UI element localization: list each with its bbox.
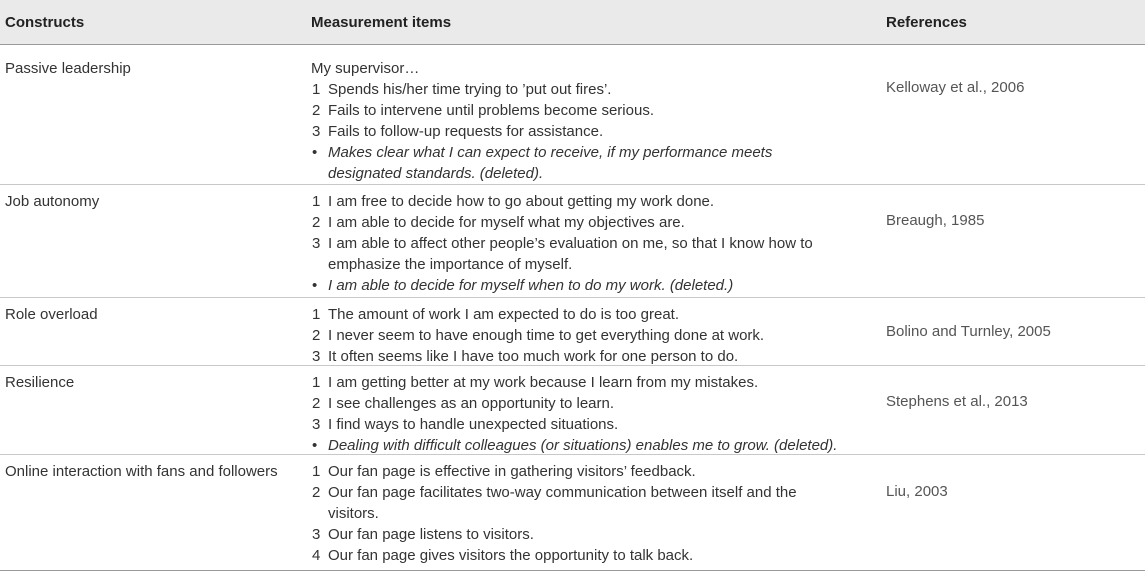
deleted-item-text: Dealing with difficult colleagues (or situations) enables me to grow. (deleted).	[328, 437, 838, 454]
item-text: Our fan page is effective in gathering visitors’ feedback.	[328, 463, 696, 480]
header-constructs: Constructs	[5, 14, 85, 31]
deleted-item-text: I am able to decide for myself when to do my work. (deleted.)	[328, 277, 734, 294]
item-marker: 3	[312, 235, 321, 252]
item-text: Spends his/her time trying to ’put out fires’.	[328, 81, 612, 98]
item-marker: 1	[312, 193, 321, 210]
item-text: I find ways to handle unexpected situations.	[328, 416, 619, 433]
item-text: The amount of work I am expected to do is too great.	[328, 306, 680, 323]
item-text: Our fan page facilitates two-way communication between itself and the	[328, 484, 797, 501]
item-text: Our fan page listens to visitors.	[328, 526, 534, 543]
table-header	[0, 0, 1145, 45]
item-text: I never seem to have enough time to get everything done at work.	[328, 327, 765, 344]
item-marker: 3	[312, 123, 321, 140]
item-marker: 3	[312, 526, 321, 543]
item-text: visitors.	[328, 505, 379, 522]
reference: Bolino and Turnley, 2005	[886, 323, 1051, 340]
item-text: I am able to decide for myself what my objectives are.	[328, 214, 685, 231]
item-text: Fails to follow-up requests for assistance.	[328, 123, 604, 140]
item-text: I see challenges as an opportunity to learn.	[328, 395, 615, 412]
item-text: Our fan page gives visitors the opportunity to talk back.	[328, 547, 694, 564]
reference: Liu, 2003	[886, 483, 948, 500]
item-marker: •	[312, 144, 318, 161]
construct-name: Role overload	[5, 306, 98, 323]
header-references: References	[886, 14, 967, 31]
item-marker: 3	[312, 348, 321, 365]
header-measurement-items: Measurement items	[311, 14, 452, 31]
construct-name: Job autonomy	[5, 193, 100, 210]
table-bottom-rule	[0, 570, 1145, 571]
item-text: I am free to decide how to go about getting my work done.	[328, 193, 715, 210]
row-divider	[0, 454, 1145, 455]
deleted-item-text: Makes clear what I can expect to receive, if my performance meets	[328, 144, 773, 161]
construct-name: Passive leadership	[5, 60, 131, 77]
item-intro: My supervisor…	[311, 60, 420, 77]
item-marker: 2	[312, 214, 321, 231]
item-text: Fails to intervene until problems become serious.	[328, 102, 654, 119]
item-marker: 1	[312, 306, 321, 323]
item-marker: 1	[312, 374, 321, 391]
reference: Breaugh, 1985	[886, 212, 985, 229]
item-marker: 2	[312, 395, 321, 412]
item-text: It often seems like I have too much work for one person to do.	[328, 348, 739, 365]
item-marker: 1	[312, 463, 321, 480]
item-marker: 2	[312, 484, 321, 501]
item-marker: 2	[312, 327, 321, 344]
item-marker: 1	[312, 81, 321, 98]
item-marker: •	[312, 277, 318, 294]
item-marker: 3	[312, 416, 321, 433]
construct-name: Resilience	[5, 374, 75, 391]
reference: Stephens et al., 2013	[886, 393, 1028, 410]
item-text: emphasize the importance of myself.	[328, 256, 573, 273]
item-marker: •	[312, 437, 318, 454]
deleted-item-text: designated standards. (deleted).	[328, 165, 544, 182]
item-marker: 4	[312, 547, 321, 564]
row-divider	[0, 365, 1145, 366]
row-divider	[0, 184, 1145, 185]
item-text: I am getting better at my work because I learn from my mistakes.	[328, 374, 759, 391]
reference: Kelloway et al., 2006	[886, 79, 1025, 96]
row-divider	[0, 297, 1145, 298]
item-marker: 2	[312, 102, 321, 119]
construct-name: Online interaction with fans and followers	[5, 463, 278, 480]
item-text: I am able to affect other people’s evaluation on me, so that I know how to	[328, 235, 813, 252]
